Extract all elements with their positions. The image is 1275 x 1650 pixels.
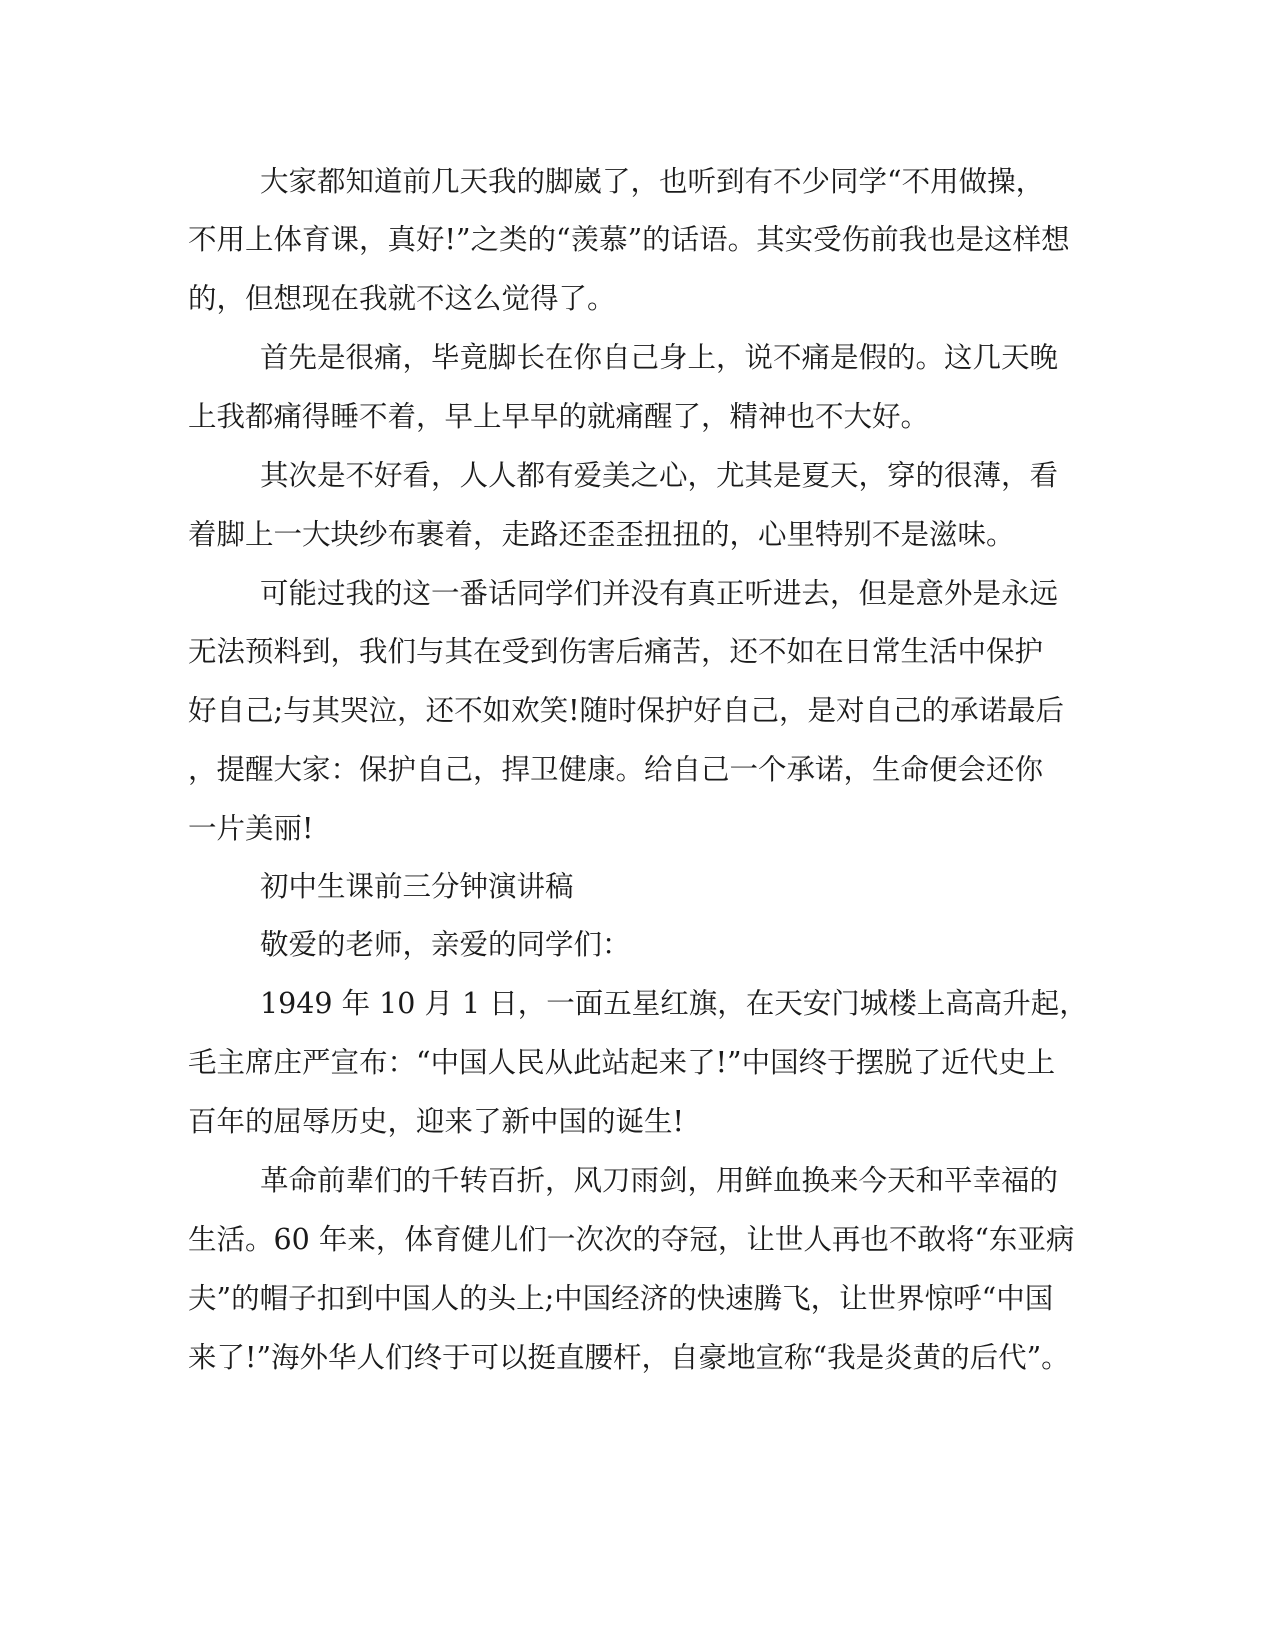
paragraph-line: 的，但想现在我就不这么觉得了。 <box>188 282 616 315</box>
paragraph-line: 1949 年 10 月 1 日，一面五星红旗，在天安门城楼上高高升起， <box>260 987 1088 1020</box>
paragraph-line: 生活。60 年来，体育健儿们一次次的夺冠，让世人再也不敢将“东亚病 <box>188 1223 1075 1256</box>
paragraph-line: 首先是很痛，毕竟脚长在你自己身上，说不痛是假的。这几天晚 <box>260 341 1059 374</box>
section-title: 初中生课前三分钟演讲稿 <box>260 870 574 903</box>
paragraph-line: 可能过我的这一番话同学们并没有真正听进去，但是意外是永远 <box>260 577 1059 610</box>
paragraph-line: 百年的屈辱历史，迎来了新中国的诞生! <box>188 1105 684 1138</box>
paragraph-line: 大家都知道前几天我的脚崴了，也听到有不少同学“不用做操， <box>260 165 1045 198</box>
paragraph-line: 一片美丽! <box>188 812 314 845</box>
paragraph-line: ，提醒大家：保护自己，捍卫健康。给自己一个承诺，生命便会还你 <box>188 753 1044 786</box>
paragraph-line: 革命前辈们的千转百折，风刀雨剑，用鲜血换来今天和平幸福的 <box>260 1164 1059 1197</box>
paragraph-line: 其次是不好看，人人都有爱美之心，尤其是夏天，穿的很薄，看 <box>260 459 1059 492</box>
salutation: 敬爱的老师，亲爱的同学们： <box>260 928 631 961</box>
paragraph-line: 上我都痛得睡不着，早上早早的就痛醒了，精神也不大好。 <box>188 400 930 433</box>
paragraph-line: 好自己;与其哭泣，还不如欢笑!随时保护好自己，是对自己的承诺最后 <box>188 694 1065 727</box>
paragraph-line: 夫”的帽子扣到中国人的头上;中国经济的快速腾飞，让世界惊呼“中国 <box>188 1282 1054 1315</box>
paragraph-line: 着脚上一大块纱布裹着，走路还歪歪扭扭的，心里特别不是滋味。 <box>188 518 1015 551</box>
paragraph-line: 无法预料到，我们与其在受到伤害后痛苦，还不如在日常生活中保护 <box>188 635 1044 668</box>
paragraph-line: 不用上体育课，真好!”之类的“羡慕”的话语。其实受伤前我也是这样想 <box>188 223 1070 256</box>
paragraph-line: 毛主席庄严宣布：“中国人民从此站起来了!”中国终于摆脱了近代史上 <box>188 1046 1056 1079</box>
paragraph-line: 来了!”海外华人们终于可以挺直腰杆，自豪地宣称“我是炎黄的后代”。 <box>188 1341 1070 1374</box>
